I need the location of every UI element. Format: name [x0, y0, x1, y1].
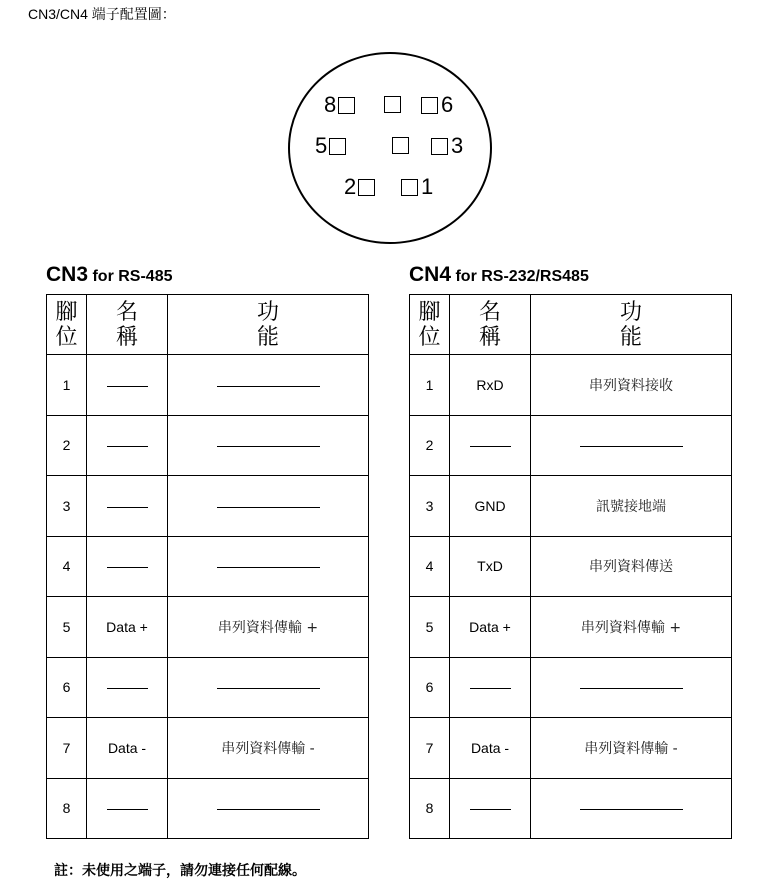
- signal-name-cell: [87, 355, 168, 416]
- pin-number: 2: [344, 174, 357, 199]
- signal-name-cell: Data -: [450, 718, 531, 779]
- unused-dash: [470, 446, 511, 447]
- pin-number-cell: 3: [47, 476, 87, 537]
- signal-name-cell: Data -: [87, 718, 168, 779]
- signal-name-cell: Data +: [87, 597, 168, 658]
- pin-number: 8: [324, 92, 337, 117]
- signal-name-cell: [87, 415, 168, 476]
- pin-number-cell: 3: [410, 476, 450, 537]
- table-row: [410, 778, 732, 839]
- function-text: 串列資料傳輸 -: [221, 740, 315, 757]
- table-row: [47, 476, 369, 537]
- table-row: [47, 355, 369, 416]
- cn3-subtitle: for RS-485: [88, 268, 173, 285]
- function-cell: [531, 476, 732, 537]
- function-column-header: 功 能: [168, 295, 369, 355]
- unused-dash: [580, 688, 683, 689]
- pin-5: [315, 135, 346, 157]
- pin-number-cell: 4: [410, 536, 450, 597]
- unused-dash: [217, 446, 320, 447]
- pin-socket: [421, 97, 438, 114]
- table-row: [47, 657, 369, 718]
- cn4-subtitle: for RS-232/RS485: [451, 268, 589, 285]
- pin-number-cell: 7: [410, 718, 450, 779]
- pin-3: [431, 135, 463, 157]
- pin-1: [401, 176, 433, 198]
- pin-number-cell: 8: [410, 778, 450, 839]
- function-cell: [168, 476, 369, 537]
- table-row: [410, 536, 732, 597]
- unused-dash: [217, 507, 320, 508]
- function-cell: [531, 415, 732, 476]
- signal-name-cell: GND: [450, 476, 531, 537]
- footnote: 註：未使用之端子，請勿連接任何配線。: [54, 862, 306, 878]
- pin-socket: [392, 137, 409, 154]
- function-cell: [531, 536, 732, 597]
- signal-name-cell: TxD: [450, 536, 531, 597]
- function-column-header: 功 能: [531, 295, 732, 355]
- function-cell: [168, 536, 369, 597]
- unused-dash: [107, 446, 148, 447]
- function-cell: [531, 778, 732, 839]
- pin-6: [421, 94, 453, 116]
- table-row: [410, 597, 732, 658]
- function-text: 串列資料傳輸 +: [580, 619, 682, 636]
- pin-number-cell: 2: [47, 415, 87, 476]
- pin-number-cell: 5: [47, 597, 87, 658]
- pin-column-header: 腳 位: [410, 295, 450, 355]
- cn3-heading: [46, 262, 369, 288]
- unused-dash: [107, 567, 148, 568]
- page-title: CN3/CN4 端子配置圖：: [28, 6, 176, 22]
- unused-dash: [217, 809, 320, 810]
- pin-socket: [431, 138, 448, 155]
- function-cell: [168, 415, 369, 476]
- cn3-block: [46, 262, 369, 839]
- signal-name-cell: [450, 415, 531, 476]
- pin-socket: [384, 96, 401, 113]
- function-text: 串列資料傳輸 -: [584, 740, 678, 757]
- function-cell: [168, 657, 369, 718]
- cn3-title: CN3: [46, 263, 89, 286]
- function-cell: [531, 657, 732, 718]
- table-row: [47, 536, 369, 597]
- pin-number: 6: [441, 92, 454, 117]
- unused-dash: [217, 688, 320, 689]
- pin-number-cell: 5: [410, 597, 450, 658]
- unused-dash: [107, 386, 148, 387]
- pin-socket: [358, 179, 375, 196]
- table-row: [410, 476, 732, 537]
- signal-name-cell: [87, 536, 168, 597]
- table-header-row: [47, 295, 369, 355]
- unused-dash: [580, 809, 683, 810]
- unused-dash: [470, 809, 511, 810]
- cn4-heading: [409, 262, 732, 288]
- table-header-row: [410, 295, 732, 355]
- function-cell: [531, 355, 732, 416]
- function-cell: [168, 778, 369, 839]
- signal-name-cell: Data +: [450, 597, 531, 658]
- name-column-header: 名 稱: [87, 295, 168, 355]
- function-cell: [531, 718, 732, 779]
- pin-number: 1: [421, 174, 434, 199]
- function-text: 串列資料接收: [589, 377, 673, 394]
- pin-socket: [338, 97, 355, 114]
- function-cell: [168, 355, 369, 416]
- pin-8: [324, 94, 355, 116]
- signal-name-cell: [87, 657, 168, 718]
- table-row: [47, 415, 369, 476]
- function-text: 串列資料傳送: [589, 559, 673, 576]
- pin-socket: [329, 138, 346, 155]
- signal-name-cell: [450, 657, 531, 718]
- pin-7: [384, 96, 401, 113]
- signal-name-cell: [450, 778, 531, 839]
- name-column-header: 名 稱: [450, 295, 531, 355]
- table-row: [410, 657, 732, 718]
- pin-2: [344, 176, 375, 198]
- pin-column-header: 腳 位: [47, 295, 87, 355]
- pin-number-cell: 6: [410, 657, 450, 718]
- signal-name-cell: [87, 778, 168, 839]
- table-row: [410, 355, 732, 416]
- function-text: 訊號接地端: [596, 498, 666, 515]
- pin-number-cell: 7: [47, 718, 87, 779]
- unused-dash: [217, 386, 320, 387]
- table-row: [47, 597, 369, 658]
- unused-dash: [217, 567, 320, 568]
- unused-dash: [107, 809, 148, 810]
- pin-number-cell: 6: [47, 657, 87, 718]
- table-row: [47, 718, 369, 779]
- unused-dash: [580, 446, 683, 447]
- function-cell: [168, 597, 369, 658]
- unused-dash: [107, 688, 148, 689]
- pin-4: [392, 137, 409, 154]
- function-text: 串列資料傳輸 +: [217, 619, 319, 636]
- cn3-pin-table: [46, 294, 369, 839]
- pin-number-cell: 8: [47, 778, 87, 839]
- connector-diagram: [288, 52, 492, 244]
- pin-number: 3: [451, 133, 464, 158]
- pin-number-cell: 1: [47, 355, 87, 416]
- pin-number-cell: 2: [410, 415, 450, 476]
- pin-number-cell: 1: [410, 355, 450, 416]
- unused-dash: [107, 507, 148, 508]
- pin-socket: [401, 179, 418, 196]
- table-row: [410, 718, 732, 779]
- cn4-title: CN4: [409, 263, 452, 286]
- function-cell: [168, 718, 369, 779]
- signal-name-cell: RxD: [450, 355, 531, 416]
- table-row: [47, 778, 369, 839]
- cn4-pin-table: [409, 294, 732, 839]
- table-row: [410, 415, 732, 476]
- cn4-block: [409, 262, 732, 839]
- pin-number-cell: 4: [47, 536, 87, 597]
- unused-dash: [470, 688, 511, 689]
- signal-name-cell: [87, 476, 168, 537]
- function-cell: [531, 597, 732, 658]
- pin-number: 5: [315, 133, 328, 158]
